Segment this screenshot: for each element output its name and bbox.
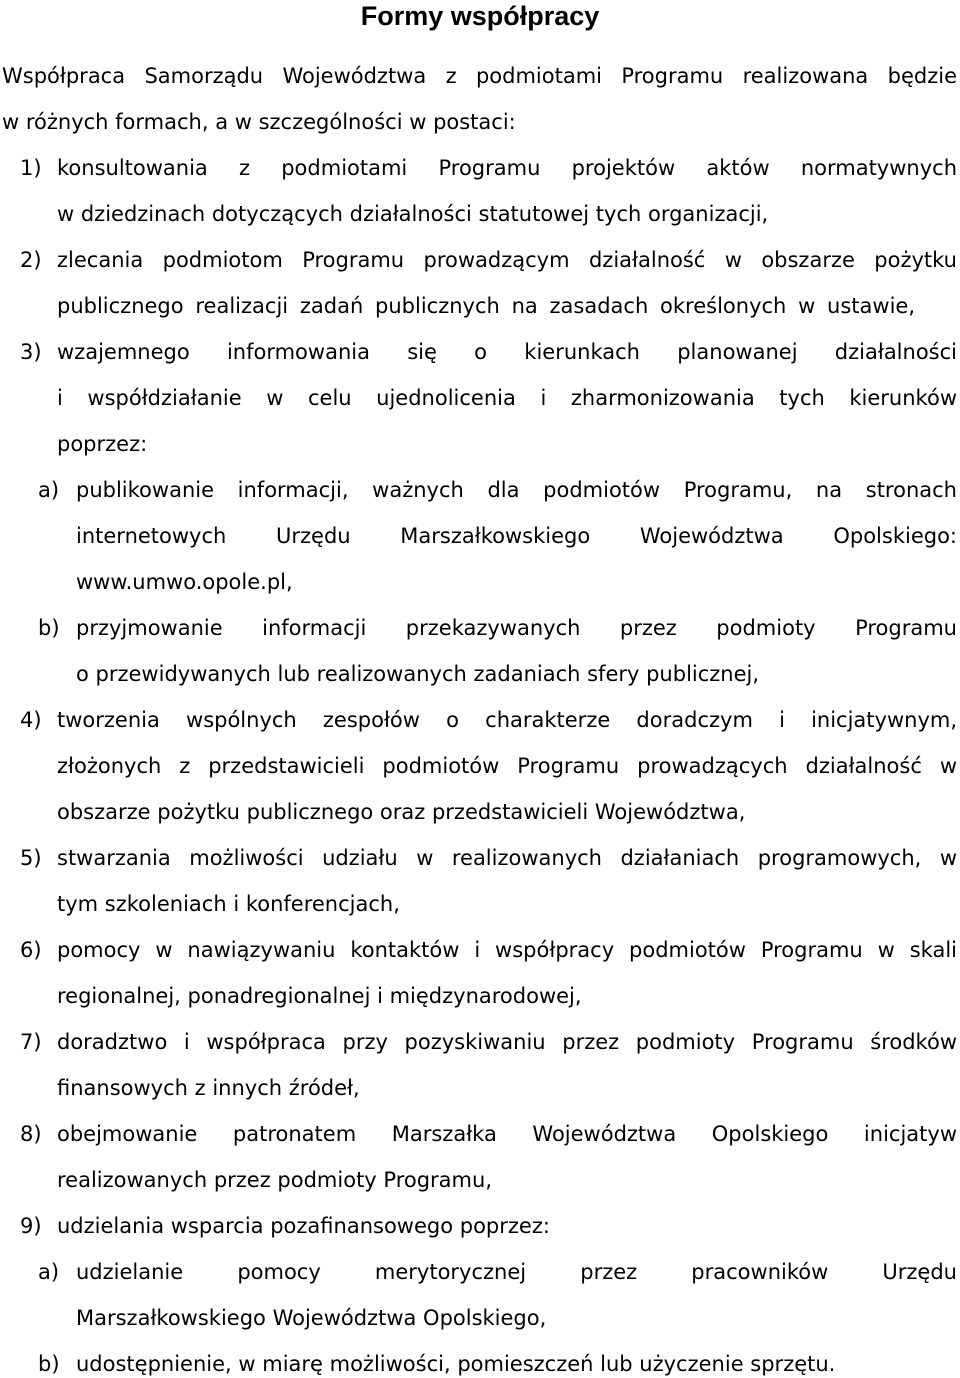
item-8-line-1: obejmowanie patronatem Marszałka Województwa Opolskiego inicjatyw	[57, 1122, 957, 1146]
item-3-line-3: poprzez:	[57, 432, 148, 456]
item-6-line-2: regionalnej, ponadregionalnej i międzynarodowej,	[57, 984, 582, 1008]
item-4-line-3: obszarze pożytku publicznego oraz przedstawicieli Województwa,	[57, 800, 746, 824]
item-4-line-1: tworzenia wspólnych zespołów o charakterze doradczym i inicjatywnym,	[57, 708, 957, 732]
item-9a-marker: a)	[38, 1260, 60, 1284]
item-7-line-1: doradztwo i współpraca przy pozyskiwaniu przez podmioty Programu środków	[57, 1030, 957, 1054]
item-4-line-2: złożonych z przedstawicieli podmiotów Programu prowadzących działalność w	[57, 754, 957, 778]
item-5-line-2: tym szkoleniach i konferencjach,	[57, 892, 400, 916]
item-1-line-1: konsultowania z podmiotami Programu projektów aktów normatywnych	[57, 156, 957, 180]
item-3-line-2: i współdziałanie w celu ujednolicenia i zharmonizowania tych kierunków	[57, 386, 957, 410]
item-6-line-1: pomocy w nawiązywaniu kontaktów i współpracy podmiotów Programu w skali	[57, 938, 957, 962]
item-3a-marker: a)	[38, 478, 60, 502]
intro-line-1: Współpraca Samorządu Województwa z podmiotami Programu realizowana będzie	[2, 64, 957, 88]
item-5-marker: 5)	[20, 846, 42, 870]
item-9b-marker: b)	[38, 1352, 60, 1376]
page-title: Formy współpracy	[360, 1, 600, 31]
item-2-line-2: publicznego realizacji zadań publicznych na zasadach określonych w ustawie,	[57, 294, 915, 318]
item-3a-line-2: internetowych Urzędu Marszałkowskiego Województwa Opolskiego:	[76, 524, 957, 548]
item-3a-line-1: publikowanie informacji, ważnych dla podmiotów Programu, na stronach	[76, 478, 957, 502]
item-9a-line-2: Marszałkowskiego Województwa Opolskiego,	[76, 1306, 547, 1330]
item-3b-line-1: przyjmowanie informacji przekazywanych przez podmioty Programu	[76, 616, 957, 640]
item-3-line-1: wzajemnego informowania się o kierunkach planowanej działalności	[57, 340, 957, 364]
item-8-marker: 8)	[20, 1122, 42, 1146]
item-4-marker: 4)	[20, 708, 42, 732]
item-3b-line-2: o przewidywanych lub realizowanych zadaniach sfery publicznej,	[76, 662, 760, 686]
item-9-marker: 9)	[20, 1214, 42, 1238]
item-5-line-1: stwarzania możliwości udziału w realizowanych działaniach programowych, w	[57, 846, 957, 870]
item-9b-line-1: udostępnienie, w miarę możliwości, pomieszczeń lub użyczenie sprzętu.	[76, 1352, 836, 1376]
item-1-marker: 1)	[20, 156, 42, 180]
item-6-marker: 6)	[20, 938, 42, 962]
item-8-line-2: realizowanych przez podmioty Programu,	[57, 1168, 492, 1192]
item-3-marker: 3)	[20, 340, 42, 364]
item-2-marker: 2)	[20, 248, 42, 272]
item-1-line-2: w dziedzinach dotyczących działalności statutowej tych organizacji,	[57, 202, 769, 226]
item-3a-line-3: www.umwo.opole.pl,	[76, 570, 293, 594]
item-9-line-1: udzielania wsparcia pozafinansowego poprzez:	[57, 1214, 550, 1238]
item-3b-marker: b)	[38, 616, 60, 640]
item-9a-line-1: udzielanie pomocy merytorycznej przez pracowników Urzędu	[76, 1260, 957, 1284]
item-2-line-1: zlecania podmiotom Programu prowadzącym działalność w obszarze pożytku	[57, 248, 957, 272]
intro-line-2: w różnych formach, a w szczególności w postaci:	[2, 110, 516, 134]
item-7-line-2: finansowych z innych źródeł,	[57, 1076, 360, 1100]
item-7-marker: 7)	[20, 1030, 42, 1054]
